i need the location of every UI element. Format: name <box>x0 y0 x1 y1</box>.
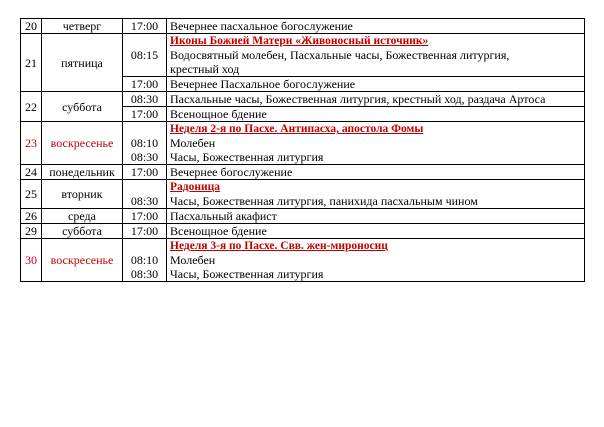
service-cell: Вечернее богослужение <box>167 165 585 180</box>
day-cell: 21 <box>21 34 42 92</box>
schedule-table <box>20 18 585 282</box>
day-cell: 25 <box>21 180 42 209</box>
service-cell: Пасхальные часы, Божественная литургия, крестный ход, раздача Артоса <box>167 92 585 107</box>
table-row <box>21 122 585 165</box>
time-cell: 08:30 <box>123 92 167 107</box>
day-cell: 22 <box>21 92 42 122</box>
day-cell: 20 <box>21 19 42 34</box>
service-cell: Всенощное бдение <box>167 107 585 122</box>
service-cell: Вечернее пасхальное богослужение <box>167 19 585 34</box>
time-cell: 08:10 08:30 <box>123 122 167 165</box>
service-cell: Неделя 3-я по Пасхе. Свв. жен-мироносиц Молебен Часы, Божественная литургия <box>167 239 585 282</box>
weekday-cell: четверг <box>42 19 123 34</box>
day-cell: 26 <box>21 209 42 224</box>
weekday-cell: суббота <box>42 224 123 239</box>
service-cell: Пасхальный акафист <box>167 209 585 224</box>
weekday-cell: среда <box>42 209 123 224</box>
weekday-cell: вторник <box>42 180 123 209</box>
table-row <box>21 165 585 180</box>
day-cell: 29 <box>21 224 42 239</box>
table-row <box>21 239 585 282</box>
feast-title: Неделя 3-я по Пасхе. Свв. жен-мироносиц <box>170 240 388 252</box>
weekday-cell: понедельник <box>42 165 123 180</box>
table-row <box>21 209 585 224</box>
feast-title: Радоница <box>170 181 220 193</box>
feast-title: Иконы Божией Матери «Живоносный источник» <box>170 35 429 47</box>
time-cell: 08:10 08:30 <box>123 239 167 282</box>
table-row <box>21 224 585 239</box>
weekday-cell: суббота <box>42 92 123 122</box>
table-row <box>21 180 585 209</box>
table-row <box>21 34 585 77</box>
weekday-cell: пятница <box>42 34 123 92</box>
time-cell: 17:00 <box>123 165 167 180</box>
time-cell: 17:00 <box>123 77 167 92</box>
table-row <box>21 19 585 34</box>
table-row <box>21 92 585 107</box>
weekday-cell: воскресенье <box>42 239 123 282</box>
service-cell: Вечернее Пасхальное богослужение <box>167 77 585 92</box>
service-cell: Всенощное бдение <box>167 224 585 239</box>
time-cell: 08:15 <box>123 34 167 77</box>
time-cell: 17:00 <box>123 209 167 224</box>
feast-title: Неделя 2-я по Пасхе. Антипасха, апостола Фомы <box>170 123 424 135</box>
day-cell: 30 <box>21 239 42 282</box>
service-cell: Иконы Божией Матери «Живоносный источник» Водосвятный молебен, Пасхальные часы, Божественная литургия, крестный ход <box>167 34 585 77</box>
service-cell: Неделя 2-я по Пасхе. Антипасха, апостола Фомы Молебен Часы, Божественная литургия <box>167 122 585 165</box>
day-cell: 23 <box>21 122 42 165</box>
weekday-cell: воскресенье <box>42 122 123 165</box>
day-cell: 24 <box>21 165 42 180</box>
time-cell: 17:00 <box>123 224 167 239</box>
time-cell: 17:00 <box>123 19 167 34</box>
service-cell: Радоница Часы, Божественная литургия, панихида пасхальным чином <box>167 180 585 209</box>
time-cell: 17:00 <box>123 107 167 122</box>
time-cell: 08:30 <box>123 180 167 209</box>
